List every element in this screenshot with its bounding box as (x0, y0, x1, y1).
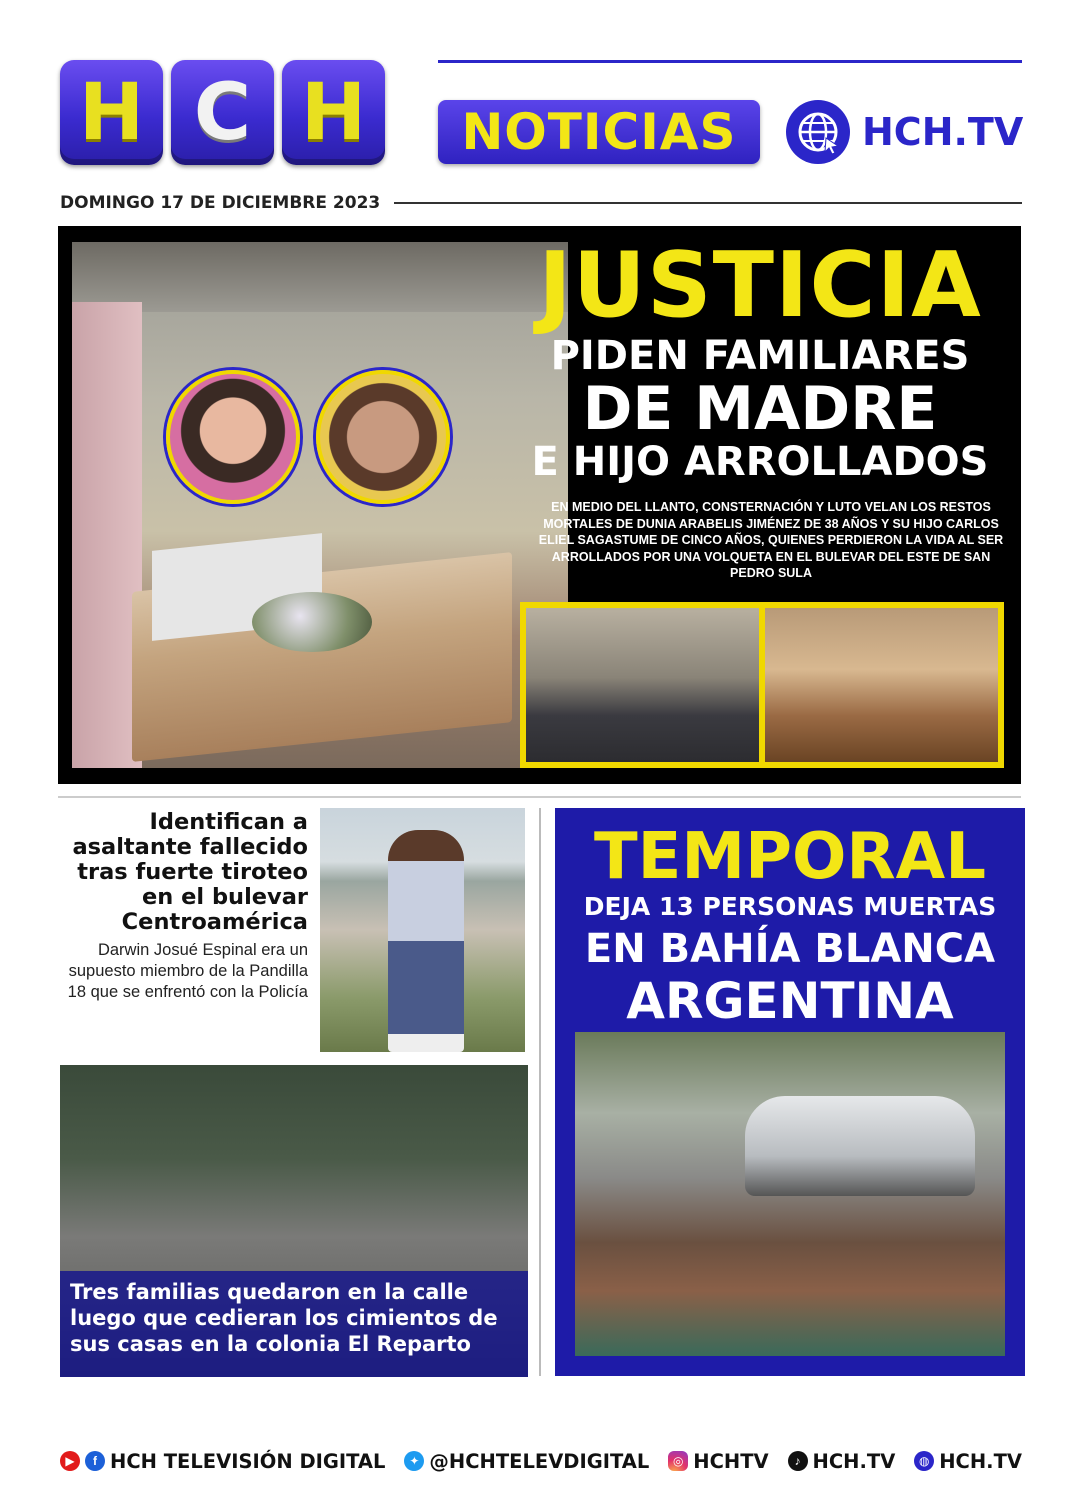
logo-letter-box (171, 60, 274, 165)
asaltante-story[interactable] (60, 810, 308, 1003)
photo-flowers (252, 592, 372, 652)
reparto-story[interactable] (60, 1065, 528, 1377)
asaltante-photo (320, 808, 525, 1052)
footer-label: HCH.TV (939, 1449, 1022, 1473)
footer-website[interactable] (914, 1450, 1022, 1473)
reparto-caption-bar (60, 1271, 528, 1377)
column-divider (539, 808, 541, 1376)
logo-letter: H (78, 67, 145, 158)
temporal-headline-line: ARGENTINA (626, 972, 954, 1030)
footer-instagram[interactable] (668, 1450, 768, 1473)
main-headline (510, 233, 1010, 485)
asaltante-headline: Identifican a asaltante fallecido tras fuerte tiroteo en el bulevar Centroamérica (72, 809, 308, 935)
temporal-story[interactable] (555, 808, 1025, 1376)
asaltante-body: Darwin Josué Espinal era un supuesto miembro de la Pandilla 18 que se enfrentó con la Policía (67, 941, 308, 1001)
youtube-icon: ▶ (60, 1451, 80, 1471)
temporal-headline-line: DEJA 13 PERSONAS MUERTAS (583, 892, 997, 921)
dateline-rule (394, 202, 1022, 204)
wake-photo (72, 242, 568, 768)
dateline (60, 193, 1022, 213)
main-deck: EN MEDIO DEL LLANTO, CONSTERNACIÓN Y LUTO VELAN LOS RESTOS MORTALES DE DUNIA ARABELIS JIMÉNEZ DE 38 AÑOS Y SU HIJO CARLOS ELIEL SAGASTUME DE CINCO AÑOS, QUIENES PERDIERON LA VIDA AL SER ARROLLADOS POR UNA VOLQUETA EN EL BULEVAR DEL ESTE DE SAN PEDRO SULA (538, 500, 1004, 580)
section-badge (438, 100, 760, 164)
coffins-photo (765, 608, 998, 762)
storm-damage-photo (575, 1032, 1005, 1356)
twitter-icon: ✦ (404, 1451, 424, 1471)
footer-label: @HCHTELEVDIGITAL (429, 1449, 650, 1473)
header-rule (438, 60, 1022, 63)
footer-youtube-facebook[interactable] (60, 1450, 385, 1473)
temporal-headline-line: EN BAHÍA BLANCA (584, 926, 996, 972)
social-footer (60, 1446, 1022, 1476)
main-headline-line: E HIJO ARROLLADOS (531, 439, 989, 485)
footer-label: HCHTV (693, 1449, 769, 1473)
main-headline-line: DE MADRE (582, 374, 938, 444)
reparto-caption: Tres familias quedaron en la calle luego que cedieran los cimientos de sus casas en la colonia El Reparto (70, 1280, 498, 1356)
logo-letter: H (300, 67, 367, 158)
edition-date: DOMINGO 17 DE DICIEMBRE 2023 (60, 193, 381, 213)
victim-portrait-mother (166, 370, 300, 504)
facebook-icon: f (85, 1451, 105, 1471)
temporal-kicker: TEMPORAL (594, 820, 986, 894)
globe-icon: ◍ (914, 1451, 934, 1471)
photo-roof (72, 242, 568, 312)
section-badge-label: NOTICIAS (461, 103, 737, 161)
website-link[interactable] (786, 100, 1023, 164)
footer-label: HCH.TV (812, 1449, 896, 1473)
instagram-icon: ◎ (668, 1451, 688, 1471)
logo-letter: C (193, 67, 252, 158)
main-story[interactable] (58, 226, 1021, 784)
main-kicker: JUSTICIA (538, 233, 982, 338)
footer-label: HCH TELEVISIÓN DIGITAL (110, 1449, 386, 1473)
footer-tiktok[interactable] (788, 1450, 896, 1473)
hch-logo (60, 60, 385, 165)
footer-twitter[interactable] (404, 1450, 649, 1473)
section-divider (58, 796, 1021, 798)
inset-photos (520, 602, 1004, 768)
logo-letter-box (282, 60, 385, 165)
victim-portrait-son (316, 370, 450, 504)
globe-icon (786, 100, 850, 164)
photo-car (745, 1096, 975, 1196)
main-headline-line: PIDEN FAMILIARES (550, 333, 970, 379)
website-label: HCH.TV (862, 110, 1024, 154)
photo-person (388, 830, 464, 1052)
logo-letter-box (60, 60, 163, 165)
tiktok-icon: ♪ (788, 1451, 808, 1471)
mourners-photo (526, 608, 759, 762)
